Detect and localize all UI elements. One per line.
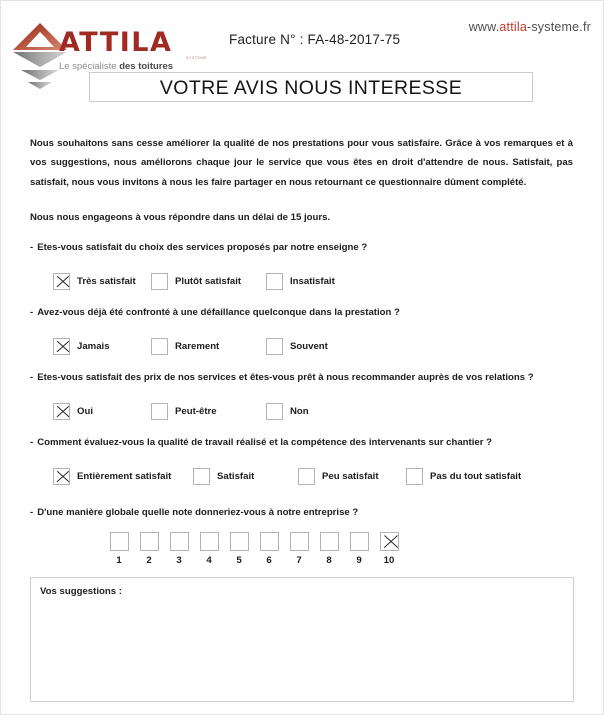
- option-peut-etre[interactable]: [151, 403, 266, 420]
- rating-checkbox-6[interactable]: [260, 532, 279, 551]
- option-plutot-satisfait[interactable]: [151, 273, 266, 290]
- option-rarement[interactable]: [151, 338, 266, 355]
- checkbox-peut-etre[interactable]: [151, 403, 168, 420]
- question-5-text: D'une manière globale quelle note donneriez-vous à notre entreprise ?: [37, 507, 359, 518]
- checkbox-oui[interactable]: [53, 403, 70, 420]
- option-insatisfait[interactable]: [266, 273, 335, 290]
- brand-lockup: [59, 29, 209, 72]
- rating-cell-9[interactable]: [344, 532, 374, 566]
- rating-label-6: 6: [266, 555, 272, 566]
- rating-cell-10[interactable]: [374, 532, 404, 566]
- rating-checkbox-5[interactable]: [230, 532, 249, 551]
- question-3-dash: -: [30, 372, 34, 383]
- rating-label-1: 1: [116, 555, 122, 566]
- question-1-options: [53, 273, 335, 290]
- rating-cell-8[interactable]: [314, 532, 344, 566]
- website-highlight: attila: [499, 20, 527, 34]
- rating-label-9: 9: [356, 555, 362, 566]
- question-1-dash: -: [30, 242, 34, 253]
- option-label-oui: Oui: [77, 406, 93, 417]
- rating-label-2: 2: [146, 555, 152, 566]
- option-label-satisfait: Satisfait: [217, 471, 255, 482]
- option-label-peut-etre: Peut-être: [175, 406, 217, 417]
- option-non[interactable]: [266, 403, 309, 420]
- rating-label-3: 3: [176, 555, 182, 566]
- suggestions-box[interactable]: [30, 577, 574, 702]
- option-souvent[interactable]: [266, 338, 328, 355]
- option-label-rarement: Rarement: [175, 341, 220, 352]
- option-tres-satisfait[interactable]: [53, 273, 151, 290]
- question-3: [30, 372, 582, 383]
- rating-checkbox-4[interactable]: [200, 532, 219, 551]
- rating-label-7: 7: [296, 555, 302, 566]
- brand-registered-mark: SYSTEME: [185, 55, 207, 60]
- brand-tagline-bold: des toitures: [119, 61, 174, 72]
- checkbox-peu-satisfait[interactable]: [298, 468, 315, 485]
- checkbox-pas-du-tout-satisfait[interactable]: [406, 468, 423, 485]
- option-jamais[interactable]: [53, 338, 151, 355]
- question-2-options: [53, 338, 328, 355]
- option-label-non: Non: [290, 406, 309, 417]
- question-2-dash: -: [30, 307, 34, 318]
- rating-checkbox-3[interactable]: [170, 532, 189, 551]
- option-label-insatisfait: Insatisfait: [290, 276, 335, 287]
- website-suffix: -systeme.fr: [526, 20, 591, 34]
- question-4: [30, 437, 582, 448]
- option-label-tres-satisfait: Très satisfait: [77, 276, 136, 287]
- option-label-entierement-satisfait: Entièrement satisfait: [77, 471, 172, 482]
- question-5: [30, 507, 582, 518]
- invoice-number: Facture N° : FA-48-2017-75: [229, 32, 401, 47]
- option-label-pas-du-tout-satisfait: Pas du tout satisfait: [430, 471, 522, 482]
- option-entierement-satisfait[interactable]: [53, 468, 193, 485]
- option-label-jamais: Jamais: [77, 341, 110, 352]
- question-3-options: [53, 403, 309, 420]
- question-1: [30, 242, 582, 253]
- question-5-dash: -: [30, 507, 34, 518]
- rating-label-10: 10: [383, 555, 395, 566]
- rating-cell-2[interactable]: [134, 532, 164, 566]
- checkbox-tres-satisfait[interactable]: [53, 273, 70, 290]
- checkbox-non[interactable]: [266, 403, 283, 420]
- rating-cell-1[interactable]: [104, 532, 134, 566]
- checkbox-plutot-satisfait[interactable]: [151, 273, 168, 290]
- question-3-text: Etes-vous satisfait des prix de nos services et êtes-vous prêt à nous recommander auprès de vos relations ?: [37, 372, 534, 383]
- rating-label-4: 4: [206, 555, 212, 566]
- checkbox-jamais[interactable]: [53, 338, 70, 355]
- rating-label-8: 8: [326, 555, 332, 566]
- rating-scale: [104, 532, 404, 566]
- option-label-plutot-satisfait: Plutôt satisfait: [175, 276, 242, 287]
- page-title-box: [89, 72, 533, 102]
- checkbox-insatisfait[interactable]: [266, 273, 283, 290]
- option-pas-du-tout-satisfait[interactable]: [406, 468, 521, 485]
- question-4-options: [53, 468, 521, 485]
- brand-tagline-light: Le spécialiste: [59, 61, 120, 72]
- rating-checkbox-7[interactable]: [290, 532, 309, 551]
- option-label-peu-satisfait: Peu satisfait: [322, 471, 379, 482]
- option-satisfait[interactable]: [193, 468, 298, 485]
- website-url: [469, 20, 591, 34]
- rating-cell-6[interactable]: [254, 532, 284, 566]
- option-oui[interactable]: [53, 403, 151, 420]
- checkbox-satisfait[interactable]: [193, 468, 210, 485]
- option-peu-satisfait[interactable]: [298, 468, 406, 485]
- rating-label-5: 5: [236, 555, 242, 566]
- question-4-text: Comment évaluez-vous la qualité de travail réalisé et la compétence des intervenants sur chantier ?: [37, 437, 493, 448]
- option-label-souvent: Souvent: [290, 341, 328, 352]
- website-prefix: www.: [468, 20, 500, 34]
- brand-tagline: [59, 62, 209, 72]
- brand-name: ATTILA: [59, 27, 173, 58]
- question-2: [30, 307, 582, 318]
- rating-cell-7[interactable]: [284, 532, 314, 566]
- pledge-paragraph: Nous nous engageons à vous répondre dans un délai de 15 jours.: [30, 211, 331, 223]
- rating-cell-4[interactable]: [194, 532, 224, 566]
- intro-paragraph: Nous souhaitons sans cesse améliorer la qualité de nos prestations pour vous satisfaire. Grâce à vos remarques et à vos suggestions, nous améliorons chaque jour le service que vous êtes en droit d'attendre de nous. Satisfait, pas satisfait, nous vous invitons à nous les faire partager en nous retournant ce questionnaire dûment complété.: [30, 137, 573, 188]
- suggestions-label: Vos suggestions :: [40, 586, 122, 597]
- checkbox-rarement[interactable]: [151, 338, 168, 355]
- question-4-dash: -: [30, 437, 34, 448]
- rating-cell-5[interactable]: [224, 532, 254, 566]
- rating-checkbox-10[interactable]: [380, 532, 399, 551]
- rating-checkbox-1[interactable]: [110, 532, 129, 551]
- page-title: VOTRE AVIS NOUS INTERESSE: [159, 77, 463, 99]
- checkbox-entierement-satisfait[interactable]: [53, 468, 70, 485]
- rating-checkbox-2[interactable]: [140, 532, 159, 551]
- question-1-text: Etes-vous satisfait du choix des services proposés par notre enseigne ?: [37, 242, 368, 253]
- checkbox-souvent[interactable]: [266, 338, 283, 355]
- rating-checkbox-8[interactable]: [320, 532, 339, 551]
- rating-cell-3[interactable]: [164, 532, 194, 566]
- document-header: [1, 1, 604, 113]
- rating-checkbox-9[interactable]: [350, 532, 369, 551]
- question-2-text: Avez-vous déjà été confronté à une défaillance quelconque dans la prestation ?: [37, 307, 400, 318]
